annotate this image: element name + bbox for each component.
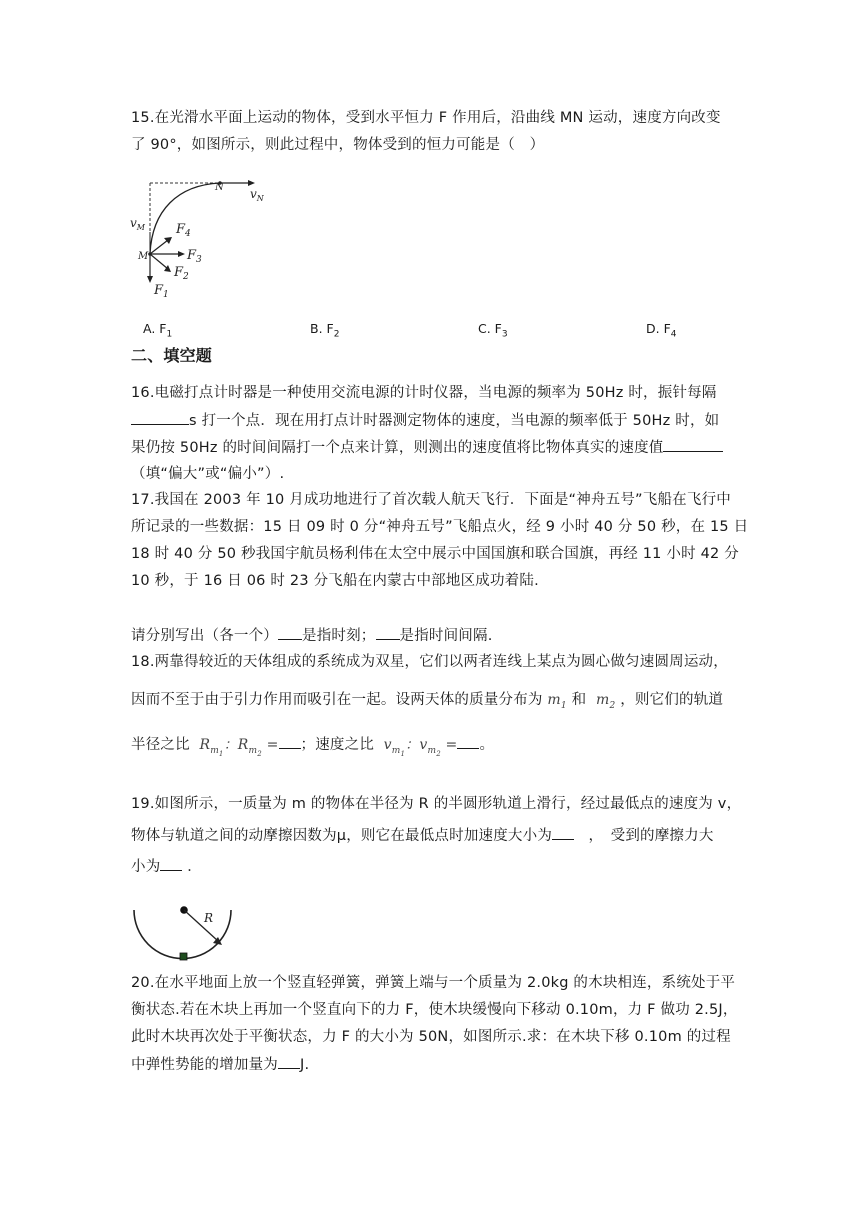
q19-line-3: 小为 ．	[131, 856, 202, 877]
f3-label: F	[187, 248, 197, 263]
n-label: N	[215, 182, 224, 193]
q16-line-4: （填“偏大”或“偏小”）.	[131, 466, 285, 482]
q16-blank-1[interactable]	[131, 410, 189, 425]
q15-option-b: B. $F_2$	[310, 321, 340, 340]
svg-text:F1	[153, 283, 169, 300]
vm-sub: M	[136, 223, 145, 232]
m1-symbol: $m_1$	[547, 692, 567, 711]
svg-text:vN	[250, 187, 265, 203]
f4-sub: 4	[185, 229, 191, 239]
q18-line-1: 18.两靠得较近的天体组成的系统成为双星，它们以两者连线上某点为圆心做匀速圆周运动，	[131, 654, 728, 670]
f3-sub: 3	[196, 255, 202, 265]
q15-option-c: C. $F_3$	[478, 321, 508, 340]
q19-line-1: 19.如图所示，一质量为 m 的物体在半径为 R 的半圆形轨道上滑行，经过最低点的速度为 v，	[131, 796, 742, 812]
radius-ratio-formula: $R_{m_1}$：$R_{m_2}$ =	[199, 737, 279, 758]
q20-line-3: 此时木块再次处于平衡状态，力 F 的大小为 50N，如图所示.求：在木块下移 0.10m 的过程	[131, 1029, 731, 1045]
svg-text:F2	[173, 265, 189, 282]
q15-option-d: D. $F_4$	[646, 321, 677, 340]
q17-line-3: 18 时 40 分 50 秒我国宇航员杨利伟在太空中展示中国国旗和联合国旗，再经 11 小时 42 分	[131, 546, 739, 562]
svg-text:vM	[130, 216, 146, 232]
q20-line-4: 中弹性势能的增加量为 J.	[131, 1054, 309, 1075]
q16-line-3: 果仍按 50Hz 的时间间隔打一个点来计算，则测出的速度值将比物体真实的速度值	[131, 437, 723, 458]
velocity-ratio-formula: $v_{m_1}$：$v_{m_2}$ =	[383, 737, 458, 758]
m-label: M	[138, 251, 149, 262]
q20-blank-1[interactable]	[278, 1054, 300, 1069]
svg-text:F3	[186, 248, 202, 265]
f2-sub: 2	[183, 272, 189, 282]
svg-text:F4	[175, 222, 191, 239]
q18-line-3: 半径之比 $R_{m_1}$：$R_{m_2}$ = ；速度之比 $v_{m_1}$：$v_{m_2}$ = 。	[131, 734, 494, 764]
f1-sub: 1	[163, 290, 169, 300]
f2-label: F	[174, 265, 184, 280]
q17-line-5: 请分别写出（各一个） 是指时刻； 是指时间间隔.	[131, 625, 493, 646]
q18-blank-1[interactable]	[279, 734, 301, 749]
m2-symbol: $m_2$	[595, 692, 616, 711]
f4-label: F	[176, 222, 186, 237]
q17-blank-1[interactable]	[278, 625, 302, 640]
q15-option-a: A. $F_1$	[143, 321, 173, 340]
radius-label: R	[204, 911, 214, 925]
q15-line-1: 15.在光滑水平面上运动的物体，受到水平恒力 F 作用后，沿曲线 MN 运动，速度方向改变	[131, 110, 721, 126]
vm-label: v	[130, 216, 137, 230]
q20-line-2: 衡状态.若在木块上再加一个竖直向下的力 F，使木块缓慢向下移动 0.10m，力 F 做功 2.5J，	[131, 1002, 738, 1018]
q19-blank-1[interactable]	[552, 825, 574, 840]
q17-line-2: 所记录的一些数据：15 日 09 时 0 分“神舟五号”飞船点火，经 9 小时 40 分 50 秒，在 15 日	[131, 519, 749, 535]
q15-line-2: 了 90°，如图所示，则此过程中，物体受到的恒力可能是（ ）	[131, 137, 545, 153]
q15-figure	[128, 170, 268, 302]
q16-blank-2[interactable]	[663, 437, 723, 452]
vn-label: v	[250, 187, 257, 201]
q17-line-1: 17.我国在 2003 年 10 月成功地进行了首次载人航天飞行．下面是“神舟五号”飞船在飞行中	[131, 492, 731, 508]
q20-line-1: 20.在水平地面上放一个竖直轻弹簧，弹簧上端与一个质量为 2.0kg 的木块相连，系统处于平	[131, 975, 736, 991]
q19-blank-2[interactable]	[160, 856, 182, 871]
q19-figure	[130, 900, 236, 964]
q16-line-2: s 打一个点．现在用打点计时器测定物体的速度，当电源的频率低于 50Hz 时，如	[131, 410, 719, 431]
q18-blank-2[interactable]	[457, 734, 479, 749]
vn-sub: N	[256, 194, 264, 203]
q18-line-2: 因而不至于由于引力作用而吸引在一起。设两天体的质量分布为 $m_1$ 和 $m_2$ ，则它们的轨道	[131, 692, 724, 711]
section-heading: 二、填空题	[131, 346, 213, 365]
q17-line-4: 10 秒，于 16 日 06 时 23 分飞船在内蒙古中部地区成功着陆.	[131, 573, 539, 589]
f1-label: F	[154, 283, 164, 298]
q16-line-1: 16.电磁打点计时器是一种使用交流电源的计时仪器，当电源的频率为 50Hz 时，振针每隔	[131, 385, 717, 401]
q17-blank-2[interactable]	[376, 625, 400, 640]
q19-line-2: 物体与轨道之间的动摩擦因数为μ，则它在最低点时加速度大小为 ， 受到的摩擦力大	[131, 825, 714, 846]
